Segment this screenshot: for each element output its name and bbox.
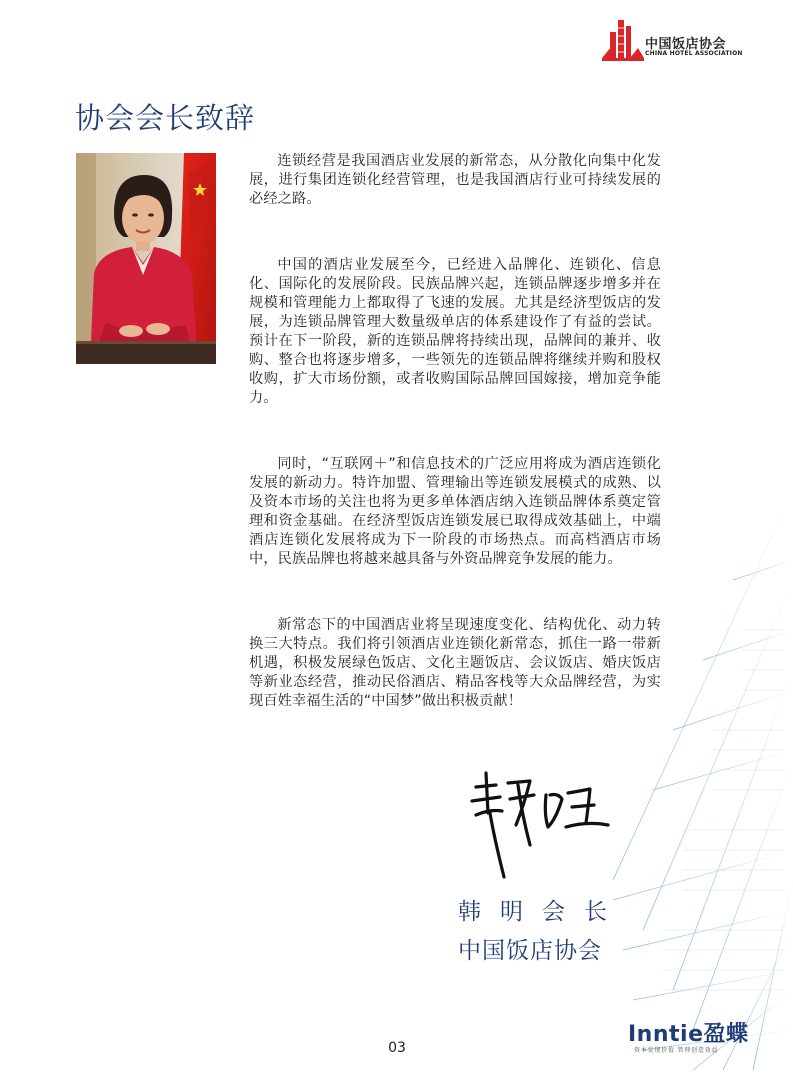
president-portrait-photo [76, 153, 216, 364]
paragraph-2: 中国的酒店业发展至今，已经进入品牌化、连锁化、信息化、国际化的发展阶段。民族品牌兴起，连锁品牌逐步增多并在规模和管理能力上都取得了飞速的发展。尤其是经济型饭店的发展，为连锁品牌管理大数量级单店的体系建设作了有益的尝试。预计在下一阶段，新的连锁品牌将持续出现，品牌间的兼并、收购、整合也将逐步增多，一些领先的连锁品牌将继续并购和股权收购，扩大市场份额，或者收购国际品牌回国嫁接，增加竞争能力。 [249, 257, 661, 406]
signatory-organization: 中国饭店协会 [458, 938, 602, 964]
page-title: 协会会长致辞 [75, 101, 256, 135]
logo-english-name: CHINA HOTEL ASSOCIATION [645, 50, 743, 57]
logo-chinese-name: 中国饭店协会 [645, 37, 727, 52]
paragraph-3: 同时，“互联网＋”和信息技术的广泛应用将成为酒店连锁化发展的新动力。特许加盟、管理输出等连锁发展模式的成熟、以及资本市场的关注也将为更多单体酒店纳入连锁品牌体系奠定管理和资金基础。在经济型饭店连锁发展已取得成效基础上，中端酒店连锁化发展将成为下一阶段的市场热点。而高档酒店市场中，民族品牌也将越来越具备与外资品牌竞争发展的能力。 [249, 456, 661, 567]
signatory-name-title: 韩明会长 [458, 899, 626, 925]
paragraph-1: 连锁经营是我国酒店业发展的新常态，从分散化向集中化发展，进行集团连锁化经营管理，也是我国酒店行业可持续发展的必经之路。 [249, 153, 661, 207]
paragraph-4: 新常态下的中国酒店业将呈现速度变化、结构优化、动力转换三大特点。我们将引领酒店业连锁化新常态，抓住一路一带新机遇，积极发展绿色饭店、文化主题饭店、会议饭店、婚庆饭店等新业态经营，推动民俗酒店、精品客栈等大众品牌经营，为实现百姓幸福生活的“中国梦”做出积极贡献！ [249, 617, 661, 709]
handwritten-signature [460, 765, 620, 880]
footer-brand-tagline: 资本发现价值 管理创造效益 [634, 1047, 719, 1054]
footer-brand-logo: Inntie盈蝶 [628, 1022, 749, 1047]
speech-body [249, 152, 661, 758]
page-number: 03 [388, 1040, 406, 1056]
